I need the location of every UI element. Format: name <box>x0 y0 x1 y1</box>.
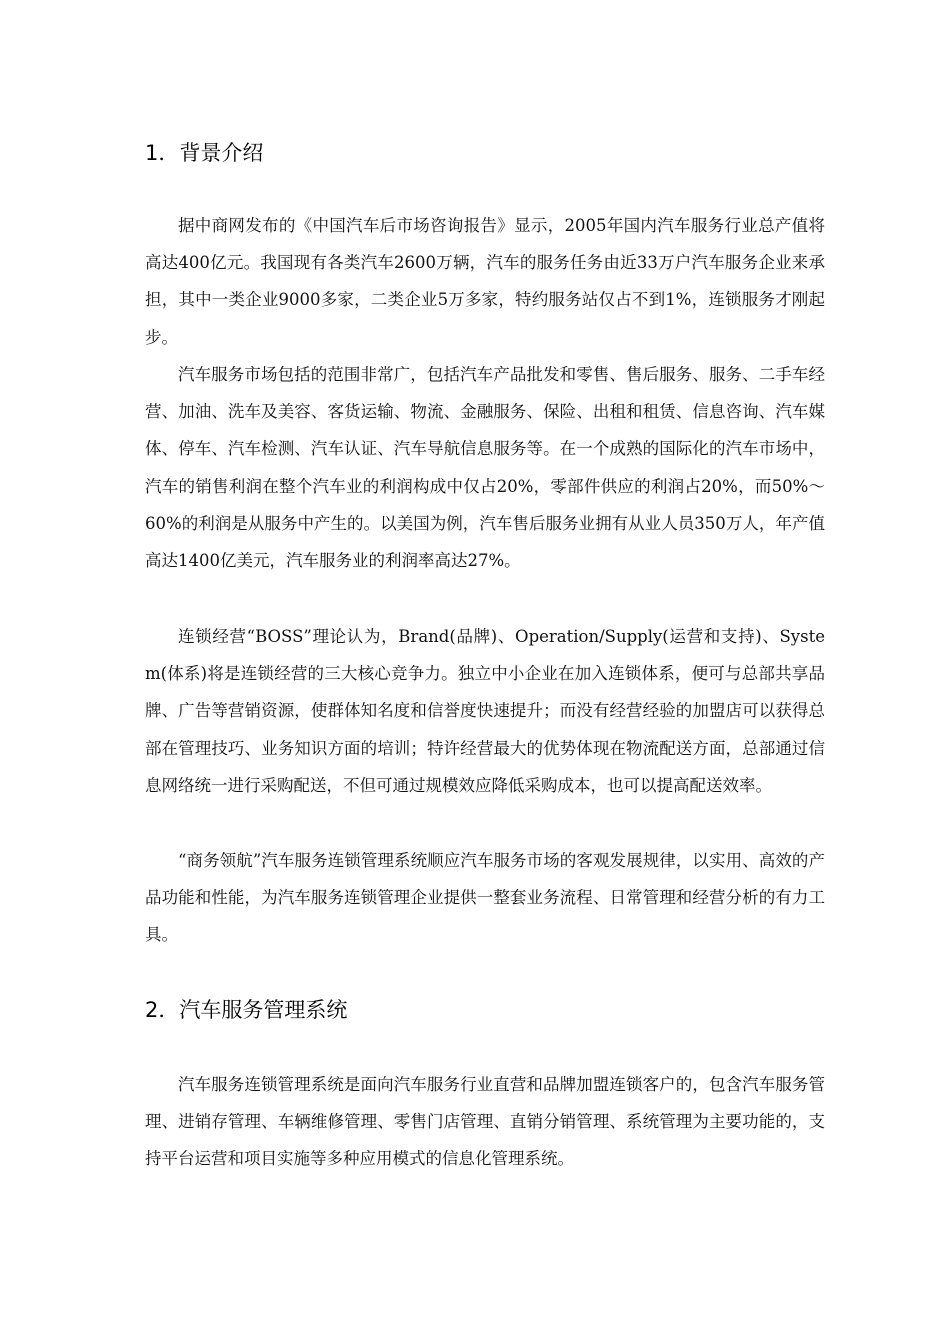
section-1-paragraph-1: 据中商网发布的《中国汽车后市场咨询报告》显示，2005年国内汽车服务行业总产值将高达400亿元。我国现有各类汽车2600万辆，汽车的服务任务由近33万户汽车服务企业来承担，其中一类企业9000多家，二类企业5万多家，特约服务站仅占不到1%，连锁服务才刚起步。 <box>145 216 825 347</box>
section-1-paragraph-4: “商务领航”汽车服务连锁管理系统顺应汽车服务市场的客观发展规律，以实用、高效的产品功能和性能，为汽车服务连锁管理企业提供一整套业务流程、日常管理和经营分析的有力工具。 <box>145 851 825 945</box>
section-1-heading: 1．背景介绍 <box>145 141 264 165</box>
section-1-paragraph-3: 连锁经营“BOSS”理论认为，Brand(品牌)、Operation/Supply(运营和支持)、System(体系)将是连锁经营的三大核心竞争力。独立中小企业在加入连锁体系，便可与总部共享品牌、广告等营销资源，使群体知名度和信誉度快速提升；而没有经营经验的加盟店可以获得总部在管理技巧、业务知识方面的培训；特许经营最大的优势体现在物流配送方面，总部通过信息网络统一进行采购配送，不但可通过规模效应降低采购成本，也可以提高配送效率。 <box>145 627 825 795</box>
section-2-paragraph-1: 汽车服务连锁管理系统是面向汽车服务行业直营和品牌加盟连锁客户的，包含汽车服务管理、进销存管理、车辆维修管理、零售门店管理、直销分销管理、系统管理为主要功能的，支持平台运营和项目实施等多种应用模式的信息化管理系统。 <box>145 1075 825 1169</box>
section-1-paragraph-2: 汽车服务市场包括的范围非常广，包括汽车产品批发和零售、售后服务、服务、二手车经营、加油、洗车及美容、客货运输、物流、金融服务、保险、出租和租赁、信息咨询、汽车媒体、停车、汽车检测、汽车认证、汽车导航信息服务等。在一个成熟的国际化的汽车市场中，汽车的销售利润在整个汽车业的利润构成中仅占20%，零部件供应的利润占20%，而50%～60%的利润是从服务中产生的。以美国为例，汽车售后服务业拥有从业人员350万人，年产值高达1400亿美元，汽车服务业的利润率高达27%。 <box>145 365 825 571</box>
section-2-heading: 2．汽车服务管理系统 <box>145 998 348 1022</box>
